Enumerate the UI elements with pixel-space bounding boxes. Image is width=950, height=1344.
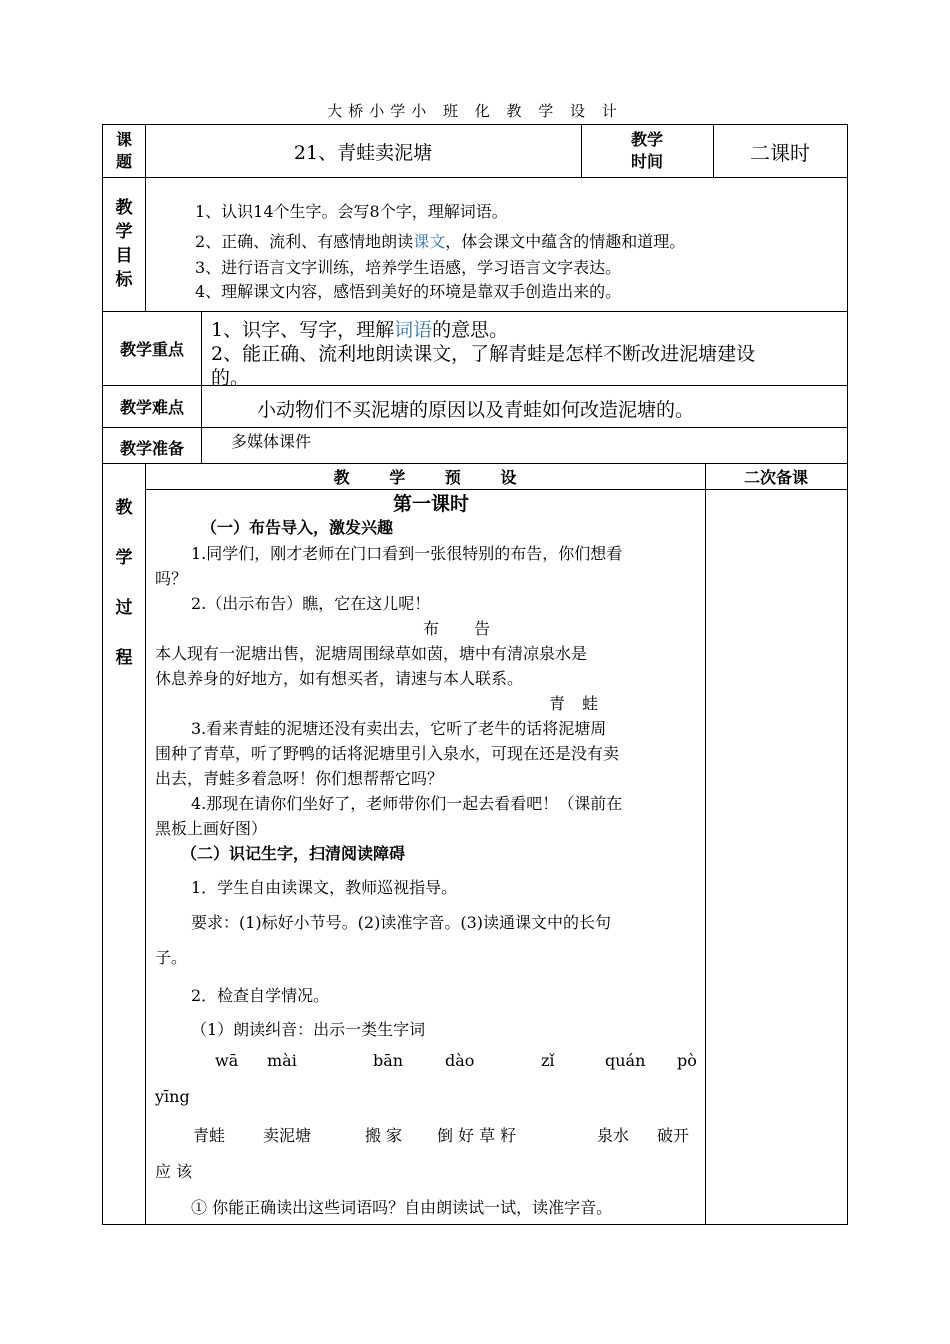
- time-label-line: 教学: [630, 130, 663, 149]
- objective-text: ，体会课文中蕴含的情趣和道理。: [445, 232, 686, 251]
- lesson-title: 第一课时: [393, 493, 470, 515]
- process-label-char: 教: [115, 498, 133, 518]
- section-title: （二）识记生字，扫清阅读障碍: [181, 844, 406, 863]
- paragraph-line: 黑板上画好图）: [155, 819, 268, 838]
- paragraph-line: 要求：(1)标好小节号。(2)读准字音。(3)读通课文中的长句: [191, 913, 611, 932]
- page-header: 大桥小学小 班 化 教 学 设 计: [327, 102, 623, 120]
- paragraph-line: ① 你能正确读出这些词语吗？自由朗读试一试，读准字音。: [191, 1198, 613, 1217]
- paragraph-line: （1）朗读纠音：出示一类生字词: [191, 1020, 426, 1039]
- notice-signature: 青 蛙: [549, 694, 599, 713]
- paragraph-line: 4.那现在请你们坐好了，老师带你们一起去看看吧！（课前在: [191, 794, 623, 813]
- plan-header: 教 学 预 设: [333, 467, 517, 487]
- pinyin: zǐ: [541, 1051, 555, 1070]
- pinyin: dào: [445, 1051, 475, 1070]
- vocab-word: 破开: [657, 1126, 690, 1145]
- section-title: （一）布告导入，激发兴趣: [201, 518, 394, 537]
- objective-item: [195, 229, 685, 252]
- pinyin: mài: [267, 1051, 297, 1070]
- key-point-text: 1、识字、写字，理解: [211, 319, 395, 341]
- vocab-word: 搬 家: [365, 1126, 403, 1145]
- paragraph-line: 出去，青蛙多着急呀！你们想帮帮它吗？: [155, 769, 444, 788]
- difficulty-text: 小动物们不买泥塘的原因以及青蛙如何改造泥塘的。: [257, 399, 695, 421]
- time-value: 二课时: [750, 140, 810, 165]
- objectives-label: 教学目标: [115, 198, 133, 290]
- key-point-text: 的意思。: [432, 319, 509, 341]
- pinyin: quán: [605, 1051, 646, 1070]
- pinyin: bān: [373, 1051, 404, 1070]
- paragraph-line: 3.看来青蛙的泥塘还没有卖出去，它听了老牛的话将泥塘周: [191, 719, 607, 738]
- notice-line: 本人现有一泥塘出售，泥塘周围绿草如茵，塘中有清凉泉水是: [155, 644, 588, 663]
- notice-title: 布 告: [423, 619, 491, 638]
- vocab-word: 应 该: [155, 1162, 193, 1181]
- difficulty-label: 教学难点: [119, 397, 184, 417]
- objective-link[interactable]: 课文: [413, 232, 446, 251]
- paragraph-line: 围种了青草，听了野鸭的话将泥塘里引入泉水，可现在还是没有卖: [155, 744, 620, 763]
- time-label-line: 时间: [630, 152, 663, 171]
- course-title: 21、青蛙卖泥塘: [293, 141, 433, 164]
- objective-item: 4、理解课文内容，感悟到美好的环境是靠双手创造出来的。: [195, 282, 622, 301]
- key-point-line: 2、能正确、流利地朗读课文，了解青蛙是怎样不断改进泥塘建设: [211, 343, 756, 365]
- paragraph-line: 2.（出示布告）瞧，它在这儿呢！: [191, 594, 431, 613]
- vocab-word: 倒 好 草 籽: [437, 1126, 517, 1145]
- col-divider: [201, 311, 202, 463]
- paragraph-line: 吗？: [155, 569, 188, 588]
- process-label-char: 过: [115, 598, 133, 618]
- paragraph-line: 2．检查自学情况。: [191, 986, 330, 1005]
- col-divider: [145, 463, 146, 1224]
- key-point-line: 的。: [211, 367, 250, 389]
- process-label-char: 学: [115, 548, 133, 568]
- process-label: [103, 489, 145, 689]
- paragraph-line: 1．学生自由读课文，教师巡视指导。: [191, 878, 458, 897]
- objective-item: 3、进行语言文字训练，培养学生语感，学习语言文字表达。: [195, 258, 622, 277]
- objective-item: 1、认识14个生字。会写8个字，理解词语。: [195, 202, 508, 221]
- course-label: 课题: [115, 130, 132, 171]
- paragraph-line: 1.同学们，刚才老师在门口看到一张很特别的布告，你们想看: [191, 544, 623, 563]
- notice-line: 休息养身的好地方，如有想买者，请速与本人联系。: [155, 669, 524, 688]
- second-prep-header: 二次备课: [743, 467, 808, 487]
- pinyin: yīng: [155, 1087, 190, 1106]
- key-point-link[interactable]: 词语: [394, 319, 433, 341]
- vocab-word: 卖泥塘: [263, 1126, 312, 1145]
- row-divider: [103, 427, 847, 428]
- pinyin: pò: [677, 1051, 697, 1070]
- pinyin: wā: [215, 1051, 239, 1070]
- key-point-line: [211, 315, 508, 342]
- process-label-char: 程: [115, 648, 133, 668]
- preparation-text: 多媒体课件: [231, 432, 312, 451]
- lesson-plan-table: [102, 124, 848, 1225]
- objective-text: 2、正确、流利、有感情地朗读: [195, 232, 414, 251]
- col-divider: [705, 463, 706, 1224]
- vocab-word: 泉水: [597, 1126, 630, 1145]
- time-label: [581, 125, 713, 177]
- row-divider: [145, 489, 847, 490]
- key-points-label: 教学重点: [119, 339, 184, 359]
- vocab-word: 青蛙: [193, 1126, 226, 1145]
- row-divider: [103, 177, 847, 178]
- row-divider: [103, 311, 847, 312]
- preparation-label: 教学准备: [119, 438, 184, 458]
- paragraph-line: 子。: [155, 948, 188, 967]
